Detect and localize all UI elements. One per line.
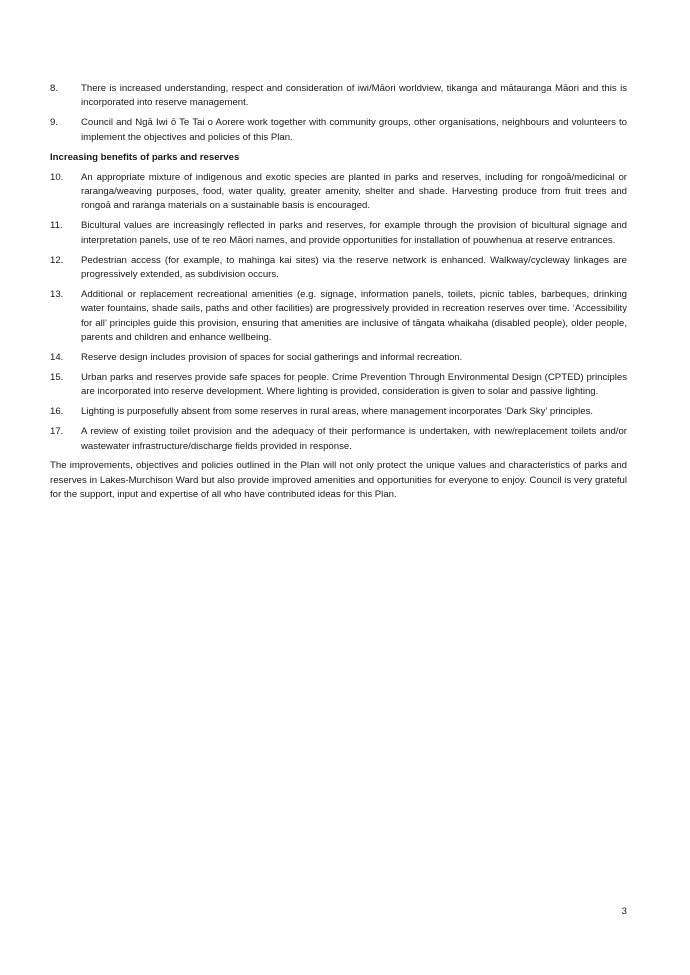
list-item-number: 14. <box>50 352 64 363</box>
list-item-number: 13. <box>50 288 64 300</box>
list-item <box>50 405 627 419</box>
list-item-number: 9. <box>50 117 59 129</box>
list-item <box>50 288 627 346</box>
list-item-text: Urban parks and reserves provide safe spaces for people. Crime Prevention Through Environmental Design (CPTED) principles are incorporated into reserve development. Where lighting is provided, consideration is given to solar and passive lighting. <box>81 371 627 398</box>
list-item-text: An appropriate mixture of indigenous and exotic species are planted in parks and reserves, including for rongoā/medicinal or raranga/weaving purposes, food, water quality, greater amenity, shelter and shade. Harvesting produce from fruit trees and rongoā and raranga materials on a sustainable basis is encouraged. <box>81 171 627 212</box>
list-item-number: 16. <box>50 406 64 418</box>
list-item <box>50 171 627 214</box>
list-item-text: Additional or replacement recreational amenities (e.g. signage, information panels, toilets, picnic tables, barbeques, drinking water fountains, shade sails, paths and other facilities) are progressively provided in recreation reserves over time. ‘Accessibility for all’ principles guide this provision, ensuring that amenities are inclusive of tāngata whaikaha (disabled people), older people, parents and children and enhance wellbeing. <box>81 288 627 344</box>
list-item-text: Bicultural values are increasingly reflected in parks and reserves, for example through the provision of bicultural signage and interpretation panels, use of te reo Māori names, and provide opportunities for installation of pouwhenua at reserve entrances. <box>81 220 627 246</box>
list-item <box>50 116 627 145</box>
list-item-number: 10. <box>50 171 64 183</box>
list-item <box>50 82 627 111</box>
list-item <box>50 254 627 283</box>
list-item-number: 17. <box>50 426 64 438</box>
list-item-number: 12. <box>50 254 64 266</box>
list-item-number: 15. <box>50 371 64 383</box>
list-item-text: Pedestrian access (for example, to mahinga kai sites) via the reserve network is enhanced. Walkway/cycleway linkages are progressively extended, as subdivision occurs. <box>81 254 627 280</box>
list-item-text: There is increased understanding, respect and consideration of iwi/Māori worldview, tikanga and mātauranga Māori and this is incorporated into reserve management. <box>81 83 627 109</box>
list-item-text: Council and Ngā Iwi ō Te Tai o Aorere work together with community groups, other organisations, neighbours and volunteers to implement the objectives and policies of this Plan. <box>81 117 627 143</box>
section-heading: Increasing benefits of parks and reserves <box>50 151 240 163</box>
page-number: 3 <box>621 906 627 917</box>
list-item-number: 8. <box>50 83 59 94</box>
list-item <box>50 351 627 365</box>
list-item <box>50 219 627 248</box>
list-item-text: Lighting is purposefully absent from some reserves in rural areas, where management incorporates ‘Dark Sky’ principles. <box>81 406 594 418</box>
page-content <box>50 82 627 512</box>
list-item <box>50 425 627 454</box>
list-item-number: 11. <box>50 220 63 232</box>
list-item-text: Reserve design includes provision of spaces for social gatherings and informal recreation. <box>81 352 463 363</box>
list-item <box>50 371 627 400</box>
closing-paragraph: The improvements, objectives and policies outlined in the Plan will not only protect the unique values and characteristics of parks and reserves in Lakes-Murchison Ward but also provide improved amenities and opportunities for everyone to enjoy. Council is very grateful for the support, input and expertise of all who have contributed ideas for this Plan. <box>50 460 627 501</box>
list-item-text: A review of existing toilet provision and the adequacy of their performance is undertaken, with new/replacement toilets and/or wastewater infrastructure/discharge fields provided in response. <box>81 426 627 452</box>
